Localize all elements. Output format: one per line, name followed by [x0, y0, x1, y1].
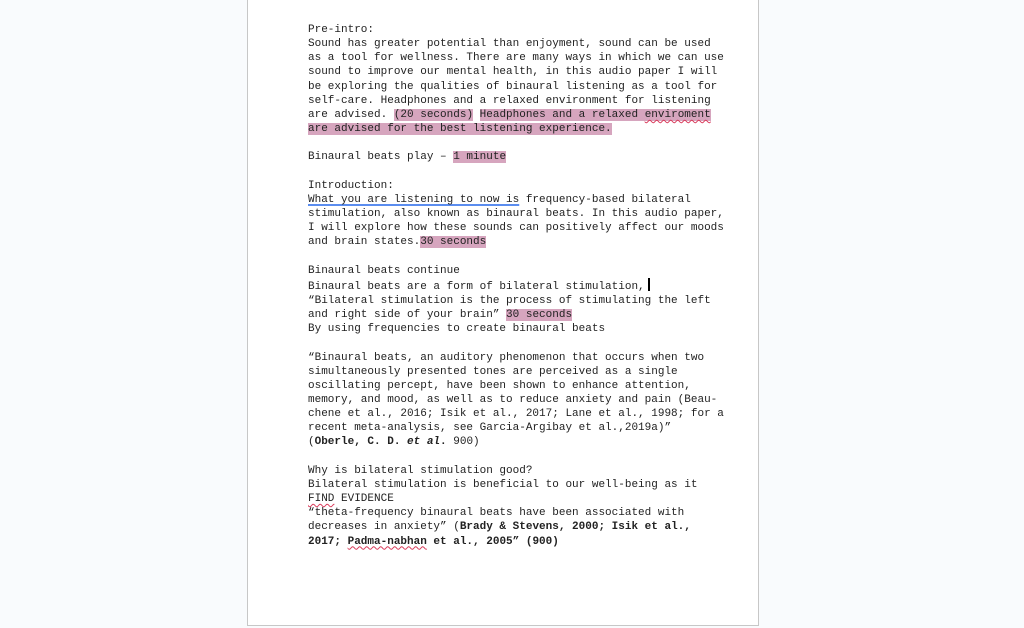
quote-text: “Bilateral stimulation is the process of stimulating the left and right side of your brain”: [308, 294, 711, 322]
highlight-time: (20 seconds): [393, 108, 474, 121]
why-quote: [308, 506, 728, 548]
binaural-play-line: [308, 150, 728, 164]
why-quote-text: “theta-frequency binaural beats have been associated with decreases in anxiety” (: [308, 507, 685, 534]
introduction-body: frequency-based bilateral stimulation, also known as binaural beats. In this audio paper, I will explore how these sounds can positively affect our moods and brain states.: [308, 193, 724, 249]
continue-definition: [308, 278, 728, 294]
continue-line: Binaural beats continue: [308, 264, 460, 277]
document-body[interactable]: [308, 23, 728, 549]
pre-intro-heading: Pre-intro:: [308, 24, 375, 36]
pre-intro-paragraph: [308, 37, 728, 136]
highlight-duration: 1 minute: [453, 151, 507, 164]
text-cursor: [648, 278, 650, 291]
document-page[interactable]: [247, 0, 759, 626]
citation-period: .: [440, 436, 447, 449]
misspelled-word[interactable]: Padma-nabhan: [347, 535, 427, 548]
introduction-paragraph: [308, 193, 728, 250]
pre-intro-body: Sound has greater potential than enjoyment, sound can be used as a tool for wellness. There are many ways in which we can use sound to improve our mental health, in this audio paper I will be exploring the qualities of binaural listening as a tool for self-care. Headphones and a relaxed environment for listening are advised.: [308, 38, 724, 121]
highlight-text: are advised for the best listening experience.: [308, 123, 612, 136]
quote-block: [308, 351, 728, 450]
highlight-duration: 30 seconds: [506, 309, 573, 322]
citation-etal: et al: [407, 436, 441, 449]
find-evidence-text: EVIDENCE: [334, 493, 394, 506]
continue-frequencies: By using frequencies to create binaural beats: [308, 323, 606, 336]
find-evidence-line: [308, 492, 728, 506]
grammar-suggestion[interactable]: What you are listening to now is: [308, 193, 520, 206]
citation-author: Oberle, C. D.: [314, 436, 408, 449]
misspelled-word[interactable]: FIND: [308, 493, 335, 506]
citation-text: Brady & Stevens, 2000; Isik et al., 2017;: [308, 521, 691, 548]
definition-text: Binaural beats are a form of bilateral stimulation,: [308, 280, 645, 293]
binaural-play-text: Binaural beats play –: [308, 151, 454, 164]
highlight-duration: 30 seconds: [420, 236, 487, 249]
citation-page: 900): [446, 436, 480, 449]
citation-text: et al., 2005” (900): [426, 535, 559, 548]
quote-block-text: “Binaural beats, an auditory phenomenon that occurs when two simultaneously presented tones are perceived as a single oscillating percept, have been shown to enhance attention, memory, and mood, as well as to reduce anxiety and pain (Beau-chene et al., 2016; Isik et al., 2017; Lane et al., 1998; for a recent meta-analysis, see Garcia-Argibay et al.,2019a)” (: [308, 351, 724, 449]
highlight-text: Headphones and a relaxed: [479, 108, 645, 121]
misspelled-word[interactable]: enviroment: [644, 108, 711, 121]
introduction-heading: Introduction:: [308, 179, 394, 192]
why-line: Bilateral stimulation is beneficial to our well-being as it: [308, 478, 698, 491]
continue-quote: [308, 294, 728, 322]
why-heading: Why is bilateral stimulation good?: [308, 464, 533, 477]
